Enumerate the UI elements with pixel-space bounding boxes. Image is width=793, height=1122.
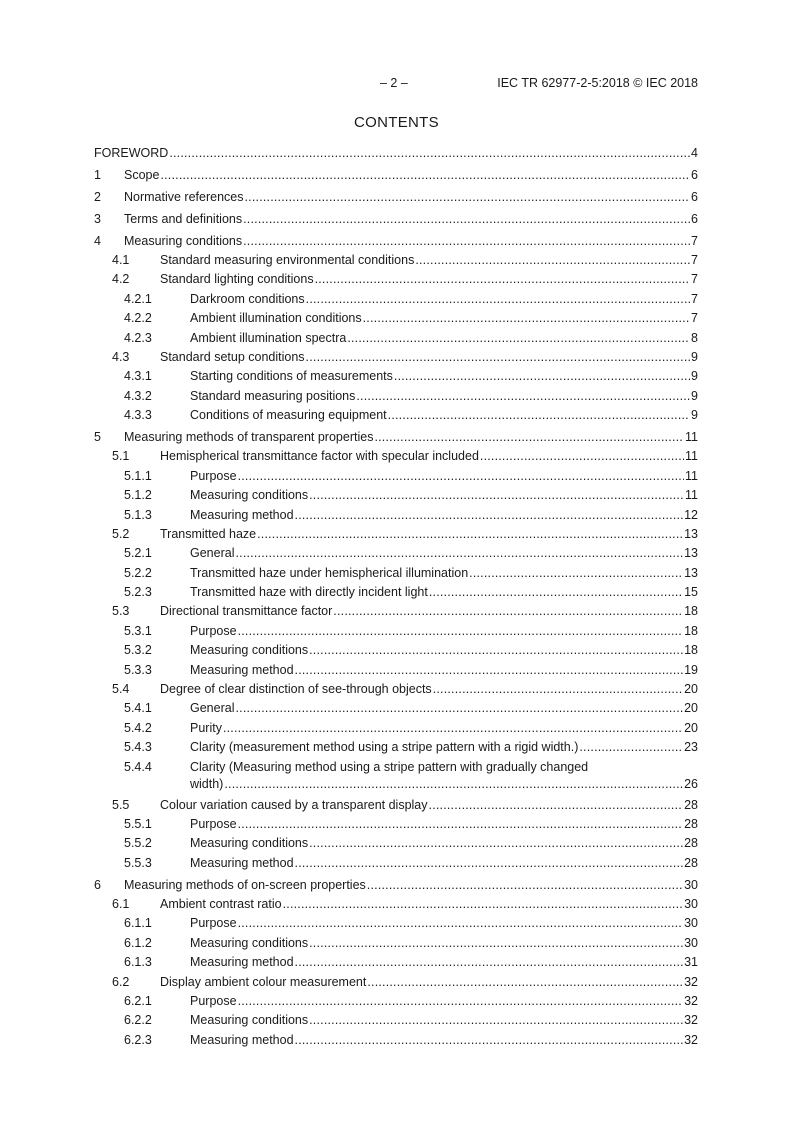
toc-entry-text [190, 388, 698, 405]
toc-entry-title: Standard lighting conditions [160, 272, 314, 287]
toc-entry-text [190, 1032, 698, 1049]
toc-entry[interactable] [94, 1032, 698, 1051]
toc-entry[interactable] [94, 896, 698, 915]
toc-entry-page: 26 [684, 776, 698, 791]
toc-entry-page: 8 [691, 330, 698, 345]
toc-entry-title: Degree of clear distinction of see-through objects [160, 682, 432, 697]
toc-entry-number: 4.3.3 [124, 408, 152, 423]
toc-entry-title: Clarity (measurement method using a stripe pattern with a rigid width.) [190, 740, 579, 755]
toc-entry-number: 5.3.3 [124, 662, 152, 677]
toc-entry-title: Directional transmittance factor [160, 604, 333, 619]
dot-leader [388, 407, 690, 424]
toc-entry[interactable] [94, 642, 698, 661]
toc-entry-title: Terms and definitions [124, 211, 243, 226]
toc-entry-title: Transmitted haze with directly incident light [190, 585, 428, 600]
toc-entry-text [94, 145, 698, 162]
toc-entry[interactable] [94, 310, 698, 329]
toc-entry-page: 32 [684, 1013, 698, 1028]
toc-entry[interactable] [94, 739, 698, 758]
toc-entry-title: Purpose [190, 468, 237, 483]
toc-entry-page: 7 [691, 233, 698, 248]
toc-entry[interactable] [94, 877, 698, 896]
toc-entry[interactable] [94, 993, 698, 1012]
toc-entry-text [190, 291, 698, 308]
toc-entry-title: Measuring method [190, 855, 294, 870]
toc-entry-number: 6.2.3 [124, 1032, 152, 1047]
dot-leader [283, 896, 684, 913]
dot-leader [160, 167, 690, 184]
toc-entry-number: 6.1.2 [124, 935, 152, 950]
toc-entry-page: 18 [684, 643, 698, 658]
toc-entry-text [160, 252, 698, 269]
toc-entry-text [190, 720, 698, 737]
dot-leader [333, 603, 683, 620]
toc-entry-text [190, 330, 698, 347]
toc-entry-number: 6.2.1 [124, 994, 152, 1009]
toc-entry-text [160, 271, 698, 288]
toc-entry-text [160, 349, 698, 366]
toc-entry-number: 6.1.1 [124, 916, 152, 931]
toc-entry-page: 7 [691, 291, 698, 306]
toc-entry-number: 6.1 [112, 897, 130, 912]
toc-entry[interactable] [94, 291, 698, 310]
toc-entry-text [160, 448, 698, 465]
toc-entry[interactable] [94, 835, 698, 854]
toc-entry[interactable] [94, 759, 698, 797]
dot-leader [309, 487, 684, 504]
toc-entry[interactable] [94, 189, 698, 208]
toc-entry-page: 11 [685, 468, 698, 483]
toc-entry-number: 5.2.2 [124, 565, 152, 580]
toc-entry-text [190, 487, 698, 504]
toc-entry-text [190, 565, 698, 582]
dot-leader [367, 877, 683, 894]
toc-entry[interactable] [94, 507, 698, 526]
toc-entry[interactable] [94, 526, 698, 545]
toc-entry-number: 5.1.3 [124, 507, 152, 522]
toc-entry-text [190, 642, 698, 659]
toc-entry-page: 7 [691, 311, 698, 326]
toc-entry-number: 2 [94, 189, 101, 204]
toc-entry[interactable] [94, 915, 698, 934]
toc-entry[interactable] [94, 330, 698, 349]
toc-entry-number: 6.2 [112, 974, 130, 989]
toc-entry-title: width) [190, 776, 224, 791]
toc-entry-text [160, 797, 698, 814]
toc-entry-text [124, 877, 698, 894]
toc-entry-page: 31 [684, 955, 698, 970]
toc-entry-title: Display ambient colour measurement [160, 974, 367, 989]
dot-leader [429, 584, 683, 601]
dot-leader [309, 642, 683, 659]
toc-entry-title: Measuring method [190, 507, 294, 522]
toc-entry-title: Purpose [190, 817, 237, 831]
dot-leader [238, 468, 684, 485]
toc-entry[interactable] [94, 816, 698, 835]
dot-leader [295, 507, 684, 524]
dot-leader [374, 429, 684, 446]
dot-leader [309, 935, 683, 952]
toc-entry-page: 28 [684, 817, 698, 831]
toc-entry-page: 20 [684, 720, 698, 735]
dot-leader [235, 700, 683, 717]
toc-entry-page: 20 [684, 682, 698, 697]
dot-leader [223, 720, 683, 737]
toc-entry[interactable] [94, 167, 698, 186]
toc-entry[interactable] [94, 487, 698, 506]
toc-entry-title: Standard measuring positions [190, 388, 356, 403]
toc-entry[interactable] [94, 623, 698, 642]
toc-entry-title: Ambient contrast ratio [160, 897, 282, 912]
toc-entry-text [124, 233, 698, 250]
toc-entry-page: 13 [684, 526, 698, 541]
toc-entry-page: 28 [684, 836, 698, 851]
toc-entry-number: 5.4.3 [124, 740, 152, 755]
toc-entry-text [160, 526, 698, 543]
dot-leader [245, 189, 691, 206]
toc-entry-number: 5.1.2 [124, 488, 152, 503]
toc-entry[interactable] [94, 429, 698, 448]
toc-entry-page: 19 [684, 662, 698, 677]
dot-leader [224, 776, 683, 793]
dot-leader [347, 330, 690, 347]
toc-entry-title: Starting conditions of measurements [190, 369, 393, 384]
toc-entry-number: 4.1 [112, 252, 130, 267]
toc-entry-title: Normative references [124, 189, 244, 204]
toc-entry-number: 6.1.3 [124, 955, 152, 970]
toc-entry-number: 5.2 [112, 526, 130, 541]
dot-leader [309, 1012, 683, 1029]
toc-entry-text [160, 974, 698, 991]
toc-entry[interactable] [94, 349, 698, 368]
toc-entry-page: 9 [691, 408, 698, 423]
toc-entry[interactable] [94, 720, 698, 739]
toc-entry-title: General [190, 546, 235, 561]
dot-leader [243, 211, 690, 228]
toc-entry-text [190, 507, 698, 524]
toc-entry-page: 18 [684, 623, 698, 638]
dot-leader [433, 681, 683, 698]
toc-entry-title-line: Clarity (Measuring method using a stripe pattern with gradually changed [190, 759, 589, 774]
toc-entry-number: 4.2 [112, 272, 130, 287]
toc-entry[interactable] [94, 565, 698, 584]
toc-entry-title: Transmitted haze [160, 526, 257, 541]
toc-entry-text [190, 407, 698, 424]
toc-entry[interactable] [94, 1012, 698, 1031]
toc-entry-number: 5.5.1 [124, 817, 152, 831]
dot-leader [394, 368, 690, 385]
toc-entry-page: 7 [691, 252, 698, 267]
toc-entry-title: Ambient illumination spectra [190, 330, 347, 345]
dot-leader [367, 974, 683, 991]
toc-entry-title: Ambient illumination conditions [190, 311, 362, 326]
toc-entry-number: 4.2.1 [124, 291, 152, 306]
toc-entry-text [190, 1012, 698, 1029]
toc-entry-text [190, 993, 698, 1010]
toc-entry-page: 11 [685, 449, 698, 464]
page-header [0, 76, 793, 92]
dot-leader [306, 349, 691, 366]
toc-entry-number: 3 [94, 211, 101, 226]
toc-entry-number: 5.4.1 [124, 701, 152, 716]
toc-entry[interactable] [94, 271, 698, 290]
dot-leader [363, 310, 690, 327]
toc-entry-text [190, 662, 698, 679]
toc-entry-page: 12 [684, 507, 698, 522]
toc-entry-page: 6 [691, 189, 698, 204]
toc-entry-page: 7 [691, 272, 698, 287]
toc-entry-number: 4.3.1 [124, 369, 152, 384]
page-number: – 2 – [380, 76, 408, 90]
toc-entry-text [160, 603, 698, 620]
toc-entry-text [190, 739, 698, 756]
toc-entry-page: 9 [691, 349, 698, 364]
toc-entry-number: 5.4 [112, 682, 130, 697]
toc-entry-title: General [190, 701, 235, 716]
dot-leader [257, 526, 683, 543]
toc-entry[interactable] [94, 797, 698, 816]
toc-entry-title: Transmitted haze under hemispherical illumination [190, 565, 469, 580]
toc-entry-number: 6.2.2 [124, 1013, 152, 1028]
toc-entry-page: 30 [684, 897, 698, 912]
toc-entry[interactable] [94, 855, 698, 874]
toc-entry[interactable] [94, 681, 698, 700]
toc-entry-text [190, 835, 698, 852]
contents-title: CONTENTS [354, 114, 439, 131]
toc-entry[interactable] [94, 468, 698, 487]
toc-entry-number: 5.4.2 [124, 720, 152, 735]
toc-entry-title: Conditions of measuring equipment [190, 408, 387, 423]
toc-entry-number: 4 [94, 233, 101, 248]
toc-entry-text [124, 211, 698, 228]
toc-entry-text [190, 935, 698, 952]
toc-entry-page: 30 [684, 935, 698, 950]
toc-entry-number: 5.1.1 [124, 468, 152, 483]
toc-entry-title: Standard measuring environmental conditions [160, 252, 415, 267]
toc-entry[interactable] [94, 448, 698, 467]
dot-leader [356, 388, 690, 405]
dot-leader [295, 954, 684, 971]
toc-entry-text [190, 468, 698, 485]
toc-entry-text [190, 855, 698, 872]
dot-leader [295, 855, 684, 872]
toc-entry-title: Measuring method [190, 955, 294, 970]
toc-entry[interactable] [94, 545, 698, 564]
dot-leader [235, 545, 683, 562]
toc-entry[interactable] [94, 145, 698, 164]
toc-entry-title: Measuring methods of transparent properties [124, 429, 374, 444]
toc-entry-page: 11 [685, 429, 698, 444]
dot-leader [295, 662, 684, 679]
dot-leader [306, 291, 690, 308]
toc-entry-number: 5.3.2 [124, 643, 152, 658]
dot-leader [238, 915, 684, 932]
toc-entry-text [124, 189, 698, 206]
toc-entry[interactable] [94, 974, 698, 993]
toc-entry-text [190, 623, 698, 640]
table-of-contents [94, 145, 698, 1051]
dot-leader [243, 233, 690, 250]
toc-entry-page: 32 [684, 1032, 698, 1047]
toc-entry[interactable] [94, 233, 698, 252]
toc-entry-page: 11 [685, 488, 698, 503]
toc-entry-title: Colour variation caused by a transparent display [160, 797, 428, 812]
toc-entry-number: 6 [94, 877, 101, 892]
toc-entry-number: 5.1 [112, 449, 130, 464]
toc-entry-page: 30 [684, 877, 698, 892]
toc-entry-text [190, 584, 698, 601]
toc-entry-title: FOREWORD [94, 146, 169, 160]
toc-entry[interactable] [94, 407, 698, 426]
toc-entry-text [190, 954, 698, 971]
toc-entry-number: 5.2.3 [124, 585, 152, 600]
dot-leader [309, 835, 683, 852]
dot-leader [295, 1032, 684, 1049]
toc-entry-number: 5.3.1 [124, 623, 152, 638]
toc-entry-page: 28 [684, 855, 698, 870]
toc-entry[interactable] [94, 211, 698, 230]
toc-entry[interactable] [94, 700, 698, 719]
toc-entry-text [190, 545, 698, 562]
toc-entry-title: Measuring conditions [190, 488, 309, 503]
dot-leader [579, 739, 683, 756]
toc-entry-number: 5.5 [112, 797, 130, 812]
toc-entry-text [190, 368, 698, 385]
toc-entry-title: Purity [190, 720, 222, 735]
toc-entry-text [160, 681, 698, 698]
toc-entry-page: 18 [684, 604, 698, 619]
toc-entry-page: 32 [684, 974, 698, 989]
dot-leader [169, 145, 690, 162]
toc-entry-number: 5.2.1 [124, 546, 152, 561]
toc-entry-number: 5.3 [112, 604, 130, 619]
toc-entry[interactable] [94, 935, 698, 954]
toc-entry-page: 32 [684, 994, 698, 1009]
toc-entry-number: 5.5.3 [124, 855, 152, 870]
dot-leader [238, 993, 684, 1010]
toc-entry-title: Measuring conditions [190, 836, 309, 851]
toc-entry-title: Measuring conditions [190, 643, 309, 658]
toc-entry-title: Measuring conditions [190, 1013, 309, 1028]
toc-entry-page: 30 [684, 916, 698, 931]
toc-entry-title: Purpose [190, 994, 237, 1009]
toc-entry-title: Measuring method [190, 1032, 294, 1047]
toc-entry[interactable] [94, 388, 698, 407]
toc-entry-title: Darkroom conditions [190, 291, 305, 306]
toc-entry-number: 4.3 [112, 349, 130, 364]
dot-leader [429, 797, 684, 814]
toc-entry-text [160, 896, 698, 913]
toc-entry-title: Scope [124, 167, 160, 182]
dot-leader [480, 448, 684, 465]
toc-entry[interactable] [94, 603, 698, 622]
dot-leader [315, 271, 690, 288]
toc-entry-number: 4.3.2 [124, 388, 152, 403]
toc-entry-title: Measuring methods of on-screen properties [124, 877, 366, 892]
toc-entry-number: 1 [94, 167, 101, 182]
toc-entry[interactable] [94, 662, 698, 681]
toc-entry-title: Standard setup conditions [160, 349, 305, 364]
toc-entry[interactable] [94, 252, 698, 271]
toc-entry-page: 4 [691, 146, 698, 160]
toc-entry-number: 5 [94, 429, 101, 444]
toc-entry-page: 15 [684, 585, 698, 600]
toc-entry-text [124, 429, 698, 446]
toc-entry-page: 6 [691, 211, 698, 226]
toc-entry-number: 5.4.4 [124, 759, 152, 774]
toc-entry-page: 28 [684, 797, 698, 812]
toc-entry-number: 4.2.3 [124, 330, 152, 345]
toc-entry-title: Purpose [190, 623, 237, 638]
toc-entry-page: 9 [691, 369, 698, 384]
toc-entry-page: 20 [684, 701, 698, 716]
toc-entry-title: Hemispherical transmittance factor with specular included [160, 449, 479, 464]
toc-entry-title: Measuring conditions [190, 935, 309, 950]
toc-entry-page: 6 [691, 167, 698, 182]
toc-entry-page: 23 [684, 740, 698, 755]
toc-entry-page: 13 [684, 546, 698, 561]
toc-entry-text [190, 310, 698, 327]
toc-entry-text [190, 776, 698, 793]
toc-entry-text [124, 167, 698, 184]
dot-leader [238, 623, 684, 640]
toc-entry-title: Purpose [190, 916, 237, 931]
document-reference: IEC TR 62977-2-5:2018 © IEC 2018 [497, 76, 698, 90]
toc-entry-text [190, 915, 698, 932]
dot-leader [415, 252, 690, 269]
toc-entry[interactable] [94, 954, 698, 973]
dot-leader [469, 565, 683, 582]
toc-entry-title: Measuring conditions [124, 233, 243, 248]
toc-entry-page: 13 [684, 565, 698, 580]
toc-entry-number: 5.5.2 [124, 836, 152, 851]
dot-leader [238, 816, 684, 833]
toc-entry-number: 4.2.2 [124, 311, 152, 326]
toc-entry[interactable] [94, 368, 698, 387]
toc-entry-text [190, 816, 698, 833]
toc-entry-title: Measuring method [190, 662, 294, 677]
toc-entry[interactable] [94, 584, 698, 603]
toc-entry-page: 9 [691, 388, 698, 403]
toc-entry-text [190, 700, 698, 717]
